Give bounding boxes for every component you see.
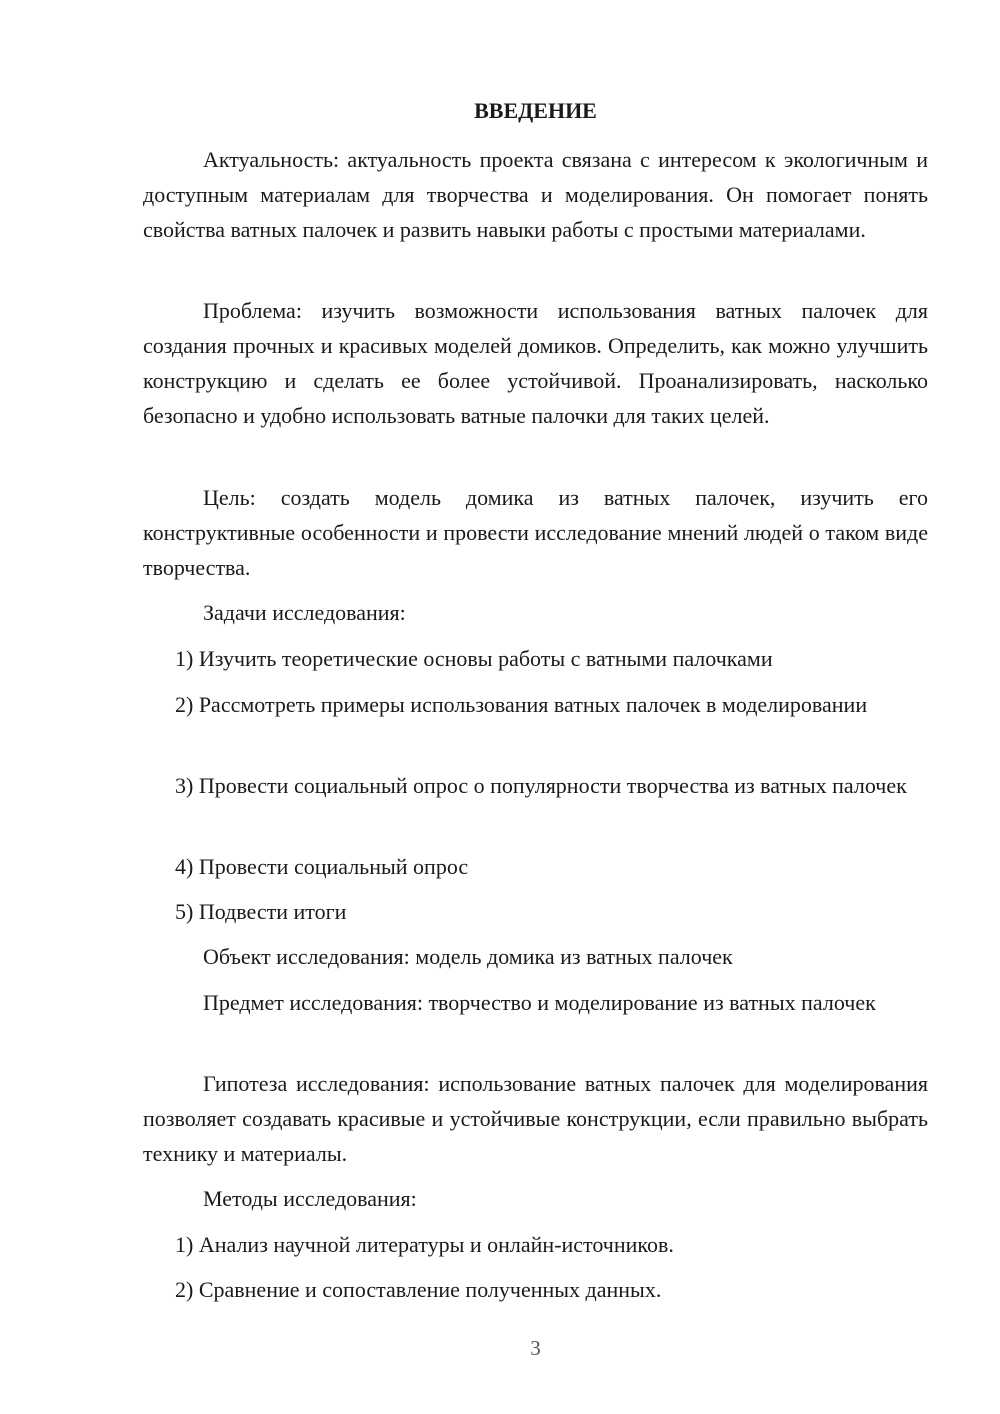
task-item: 4) Провести социальный опрос (175, 854, 469, 879)
goal-paragraph: Цель: создать модель домика из ватных палочек, изучить его конструктивные особенности и провести исследование мнений людей о таком виде творчества. (143, 485, 928, 580)
task-item: 5) Подвести итоги (175, 899, 347, 924)
tasks-heading: Задачи исследования: (203, 600, 406, 625)
method-item: 2) Сравнение и сопоставление полученных данных. (175, 1277, 662, 1302)
problem-paragraph: Проблема: изучить возможности использования ватных палочек для создания прочных и красивых моделей домиков. Определить, как можно улучшить конструкцию и сделать ее более устойчивой. Проанализировать, насколько безопасно и удобно использовать ватные палочки для таких целей. (143, 298, 928, 428)
object-paragraph: Объект исследования: модель домика из ватных палочек (203, 944, 733, 969)
method-item: 1) Анализ научной литературы и онлайн-источников. (175, 1232, 674, 1257)
hypothesis-paragraph: Гипотеза исследования: использование ватных палочек для моделирования позволяет создавать красивые и устойчивые конструкции, если правильно выбрать технику и материалы. (143, 1071, 928, 1166)
subject-paragraph: Предмет исследования: творчество и моделирование из ватных палочек (203, 990, 876, 1015)
task-item: 2) Рассмотреть примеры использования ватных палочек в моделировании (175, 692, 868, 717)
task-item: 3) Провести социальный опрос о популярности творчества из ватных палочек (175, 773, 907, 798)
section-title: ВВЕДЕНИЕ (474, 98, 597, 123)
methods-heading: Методы исследования: (203, 1186, 417, 1211)
page-number: 3 (530, 1336, 541, 1360)
relevance-paragraph: Актуальность: актуальность проекта связана с интересом к экологичным и доступным материалам для творчества и моделирования. Он помогает понять свойства ватных палочек и развить навыки работы с простыми материалами. (143, 147, 928, 242)
task-item: 1) Изучить теоретические основы работы с ватными палочками (175, 646, 773, 671)
